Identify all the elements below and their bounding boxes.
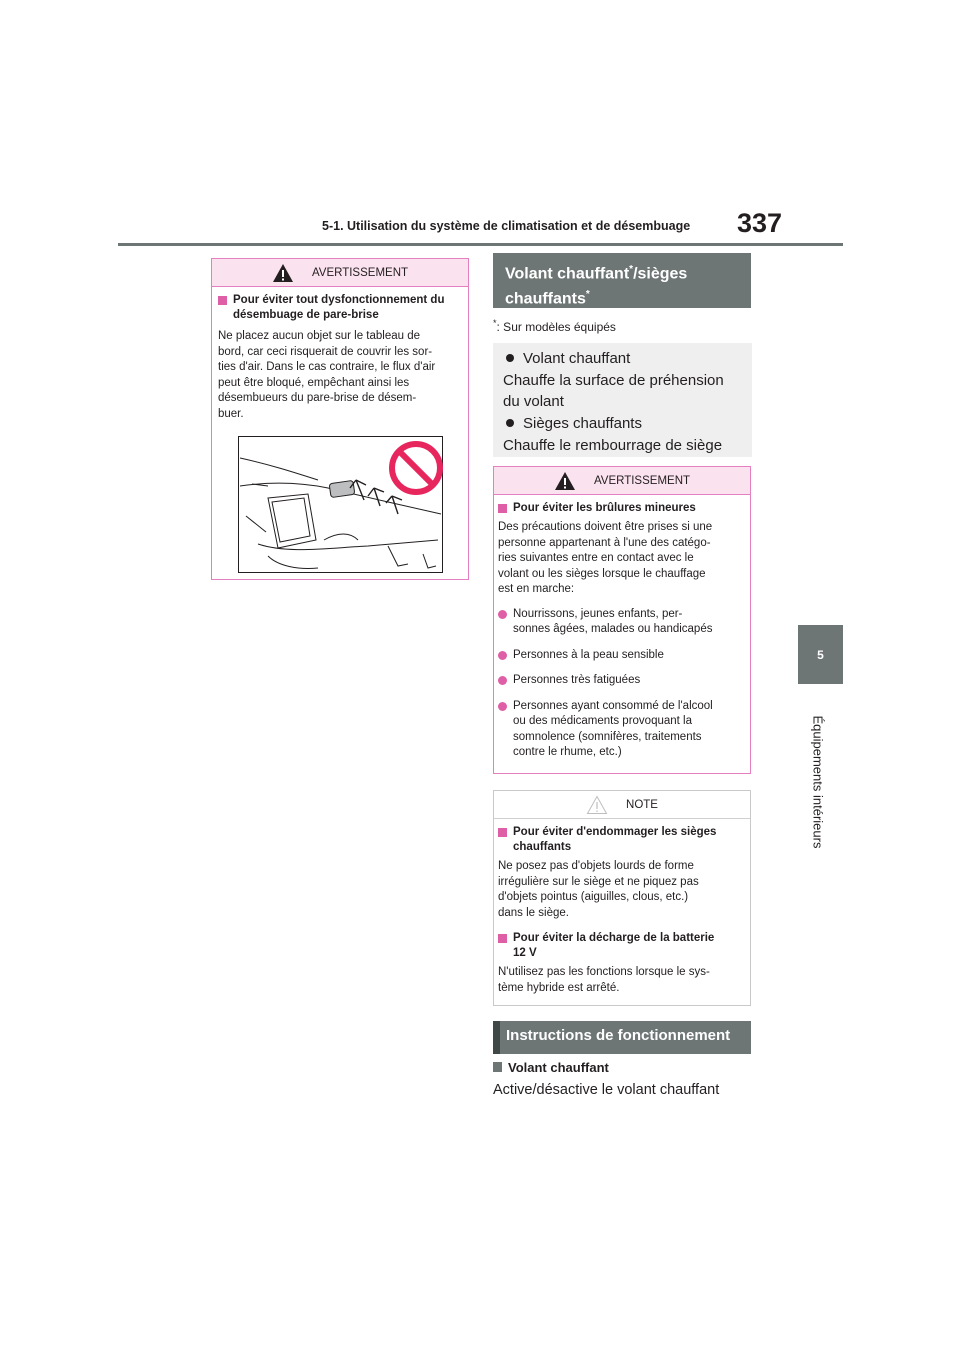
warning-text: Ne placez aucun objet sur le tableau de bord, car ceci risquerait de couvrir les sor- ties d'air. Dans le cas contraire, le flux d'air peut être bloqué, empêchant ainsi les désembueurs du pare-brise de désem- buer. [218,330,436,420]
warning-heading: Pour éviter les brûlures mineures [498,501,744,516]
bullet-dot-icon [498,651,507,660]
note-label: NOTE [626,798,658,811]
warning-bullet: Personnes à la peau sensible [498,648,744,664]
feature-item-heated-wheel: Volant chauffant [503,348,742,369]
warning-label: AVERTISSEMENT [311,266,409,279]
square-bullet-icon [498,828,507,837]
warning-text: Des précautions doivent être prises si une personne appartenant à l'une des catégo- ries suivantes entre en contact avec le volant ou les sièges lorsque le chauffage est en marche: [498,521,713,595]
bullet-icon [506,419,514,427]
bullet-dot-icon [498,702,507,711]
section-title-heated: Volant chauffant*/sièges chauffants* [493,253,751,308]
warning-triangle-icon [554,471,576,491]
feature-item-heated-seats: Sièges chauffants [503,413,742,434]
note-text-battery: N'utilisez pas les fonctions lorsque le sys- tème hybride est arrêté. [498,966,710,994]
warning-bullet: Nourrissons, jeunes enfants, per- sonnes âgées, malades ou handicapés [498,607,744,638]
note-heading-battery: Pour éviter la décharge de la batterie 12 V [498,931,744,961]
note-header [494,791,750,819]
feature-desc-heated-seats: Chauffe le rembourrage de siège [503,437,723,454]
square-bullet-icon [498,504,507,513]
square-bullet-icon [218,296,227,305]
note-text-seats: Ne posez pas d'objets lourds de forme irrégulière sur le siège et ne piquez pas d'objets pointus (aiguilles, clous, etc.) dans le siège. [498,860,699,919]
title-accent-bar [493,1021,500,1054]
warning-box-defroster [211,258,469,580]
note-heading-seats: Pour éviter d'endommager les sièges chauffants [498,825,744,855]
warning-bullet: Personnes ayant consommé de l'alcool ou des médicaments provoquant la somnolence (somnifères, traitements contre le rhume, etc.) [498,699,744,761]
chapter-tab [798,625,843,684]
instructions-text: Active/désactive le volant chauffant [493,1082,720,1098]
section-title-instructions: Instructions de fonctionnement [493,1021,751,1054]
footnote: *: Sur modèles équipés [493,318,616,334]
feature-desc-heated-wheel: Chauffe la surface de préhension du volant [503,372,724,410]
bullet-dot-icon [498,676,507,685]
warning-heading: Pour éviter tout dysfonctionnement du désembuage de pare-brise [218,293,458,323]
bullet-icon [506,354,514,362]
feature-list-box [493,343,752,457]
warning-triangle-icon [272,263,294,283]
warning-header [494,467,750,495]
warning-header [212,259,468,287]
warning-bullet: Personnes très fatiguées [498,673,744,689]
caution-triangle-icon [586,795,608,815]
warning-box-burns [493,466,751,774]
header-section-title: 5-1. Utilisation du système de climatisation et de désembuage [322,219,691,233]
dashboard-illustration [238,436,443,573]
chapter-number: 5 [817,647,824,662]
warning-label: AVERTISSEMENT [593,474,691,487]
instructions-subheading: Volant chauffant [493,1060,609,1075]
note-box [493,790,751,1006]
page-number: 337 [737,208,783,238]
bullet-dot-icon [498,610,507,619]
square-bullet-icon [498,934,507,943]
chapter-title: Équipements intérieurs [810,715,826,849]
header-rule [118,243,843,246]
square-bullet-icon [493,1062,502,1072]
